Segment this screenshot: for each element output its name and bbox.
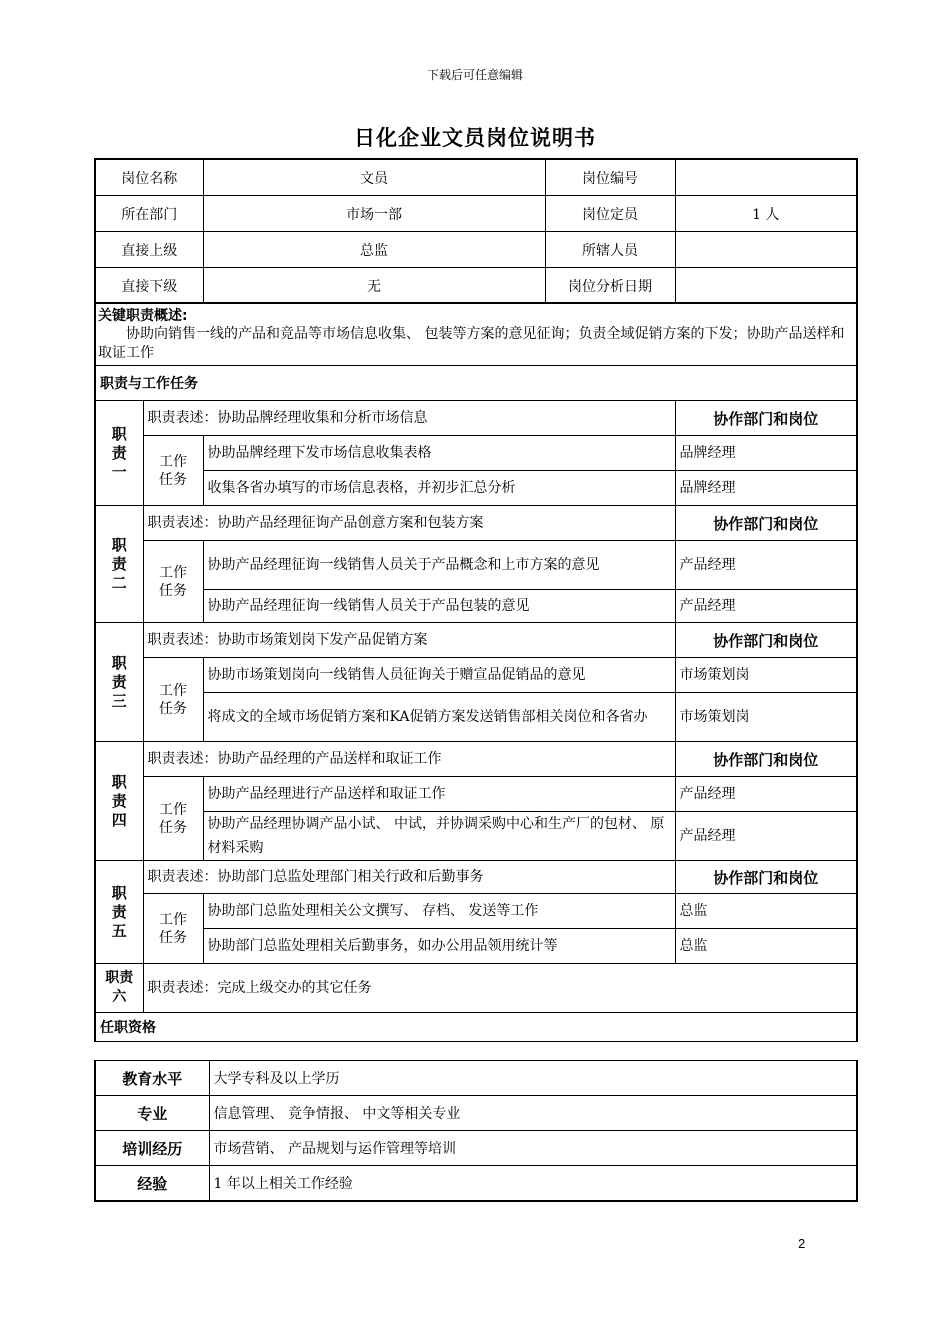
coop-dept: 总监 [675,894,857,929]
task-row [95,658,857,693]
qualification-heading: 任职资格 [95,1013,857,1042]
qualification-row [95,1061,857,1096]
task-row [95,894,857,929]
task-text: 协助品牌经理下发市场信息收集表格 [203,436,675,471]
summary-row [95,303,857,366]
task-text: 协助产品经理协调产品小试、 中试，并协调采购中心和生产厂的包材、 原材料采购 [203,812,675,861]
duty-desc-row [95,506,857,541]
info-label: 直接下级 [95,268,203,304]
coop-heading: 协作部门和岗位 [675,506,857,541]
duty-number: 职责三 [95,623,143,742]
info-label: 岗位定员 [545,196,675,232]
coop-heading: 协作部门和岗位 [675,861,857,894]
qualification-value: 信息管理、 竞争情报、 中文等相关专业 [209,1096,857,1131]
duty-desc-row [95,401,857,436]
task-text: 收集各省办填写的市场信息表格，并初步汇总分析 [203,471,675,506]
coop-heading: 协作部门和岗位 [675,742,857,777]
duties-table [94,302,858,1042]
qualification-label: 教育水平 [95,1061,209,1096]
info-row [95,196,857,232]
duty-description: 职责表述：协助品牌经理收集和分析市场信息 [143,401,675,436]
document-title: 日化企业文员岗位说明书 [354,126,596,150]
coop-dept: 产品经理 [675,777,857,812]
header-note: 下载后可任意编辑 [426,68,523,82]
duty-description: 职责表述：协助市场策划岗下发产品促销方案 [143,623,675,658]
info-value [675,159,857,196]
info-label: 岗位名称 [95,159,203,196]
duty-number: 职责四 [95,742,143,861]
duty-description: 职责表述：完成上级交办的其它任务 [143,964,857,1013]
coop-dept: 产品经理 [675,812,857,861]
page-number: 2 [798,1236,806,1251]
task-text: 协助部门总监处理相关公文撰写、 存档、 发送等工作 [203,894,675,929]
duty-description: 职责表述：协助产品经理的产品送样和取证工作 [143,742,675,777]
coop-dept: 品牌经理 [675,471,857,506]
coop-dept: 市场策划岗 [675,693,857,742]
info-value: 1 人 [675,196,857,232]
duty-number: 职责五 [95,861,143,964]
task-text: 协助产品经理进行产品送样和取证工作 [203,777,675,812]
task-label: 工作任务 [143,777,203,861]
duty-number: 职责一 [95,401,143,506]
duty-number: 职责六 [95,964,143,1013]
info-label: 岗位编号 [545,159,675,196]
task-row [95,777,857,812]
duty-desc-row [95,742,857,777]
info-row [95,232,857,268]
info-value: 文员 [203,159,545,196]
info-label: 所在部门 [95,196,203,232]
task-text: 协助市场策划岗向一线销售人员征询关于赠宣品促销品的意见 [203,658,675,693]
info-value: 无 [203,268,545,304]
task-label: 工作任务 [143,894,203,964]
qualification-row [95,1096,857,1131]
qualification-label: 经验 [95,1166,209,1202]
task-row [95,471,857,506]
task-row [95,590,857,623]
task-label: 工作任务 [143,541,203,623]
qualifications-table [94,1060,858,1202]
qualification-value: 大学专科及以上学历 [209,1061,857,1096]
task-text: 协助部门总监处理相关后勤事务，如办公用品领用统计等 [203,929,675,964]
task-row [95,693,857,742]
duty-desc-row [95,623,857,658]
task-label: 工作任务 [143,436,203,506]
section-heading-row [95,1013,857,1042]
qualification-row [95,1166,857,1202]
position-info-table [94,158,858,304]
task-row [95,436,857,471]
task-row [95,541,857,590]
duty-desc-row [95,861,857,894]
info-value: 总监 [203,232,545,268]
task-label: 工作任务 [143,658,203,742]
duty-description: 职责表述：协助部门总监处理部门相关行政和后勤事务 [143,861,675,894]
task-text: 协助产品经理征询一线销售人员关于产品概念和上市方案的意见 [203,541,675,590]
qualification-label: 专业 [95,1096,209,1131]
coop-dept: 产品经理 [675,590,857,623]
duties-heading: 职责与工作任务 [95,366,857,401]
duty-description: 职责表述：协助产品经理征询产品创意方案和包装方案 [143,506,675,541]
duty-desc-row [95,964,857,1013]
qualification-label: 培训经历 [95,1131,209,1166]
coop-dept: 总监 [675,929,857,964]
info-value: 市场一部 [203,196,545,232]
info-value [675,268,857,304]
qualification-row [95,1131,857,1166]
info-row [95,268,857,304]
qualification-value: 1 年以上相关工作经验 [209,1166,857,1202]
summary-label: 关键职责概述: [98,308,188,324]
coop-heading: 协作部门和岗位 [675,623,857,658]
coop-dept: 产品经理 [675,541,857,590]
duty-number: 职责二 [95,506,143,623]
summary-text: 协助向销售一线的产品和竞品等市场信息收集、 包装等方案的意见征询；负责全域促销方案的下发；协助产品送样和取证工作 [98,326,845,361]
info-label: 直接上级 [95,232,203,268]
task-row [95,812,857,861]
task-row [95,929,857,964]
info-label: 所辖人员 [545,232,675,268]
section-heading-row [95,366,857,401]
coop-dept: 品牌经理 [675,436,857,471]
summary-cell [95,303,857,366]
qualification-value: 市场营销、 产品规划与运作管理等培训 [209,1131,857,1166]
info-value [675,232,857,268]
coop-heading: 协作部门和岗位 [675,401,857,436]
task-text: 协助产品经理征询一线销售人员关于产品包装的意见 [203,590,675,623]
info-label: 岗位分析日期 [545,268,675,304]
info-row [95,159,857,196]
coop-dept: 市场策划岗 [675,658,857,693]
task-text: 将成文的全域市场促销方案和KA促销方案发送销售部相关岗位和各省办 [203,693,675,742]
